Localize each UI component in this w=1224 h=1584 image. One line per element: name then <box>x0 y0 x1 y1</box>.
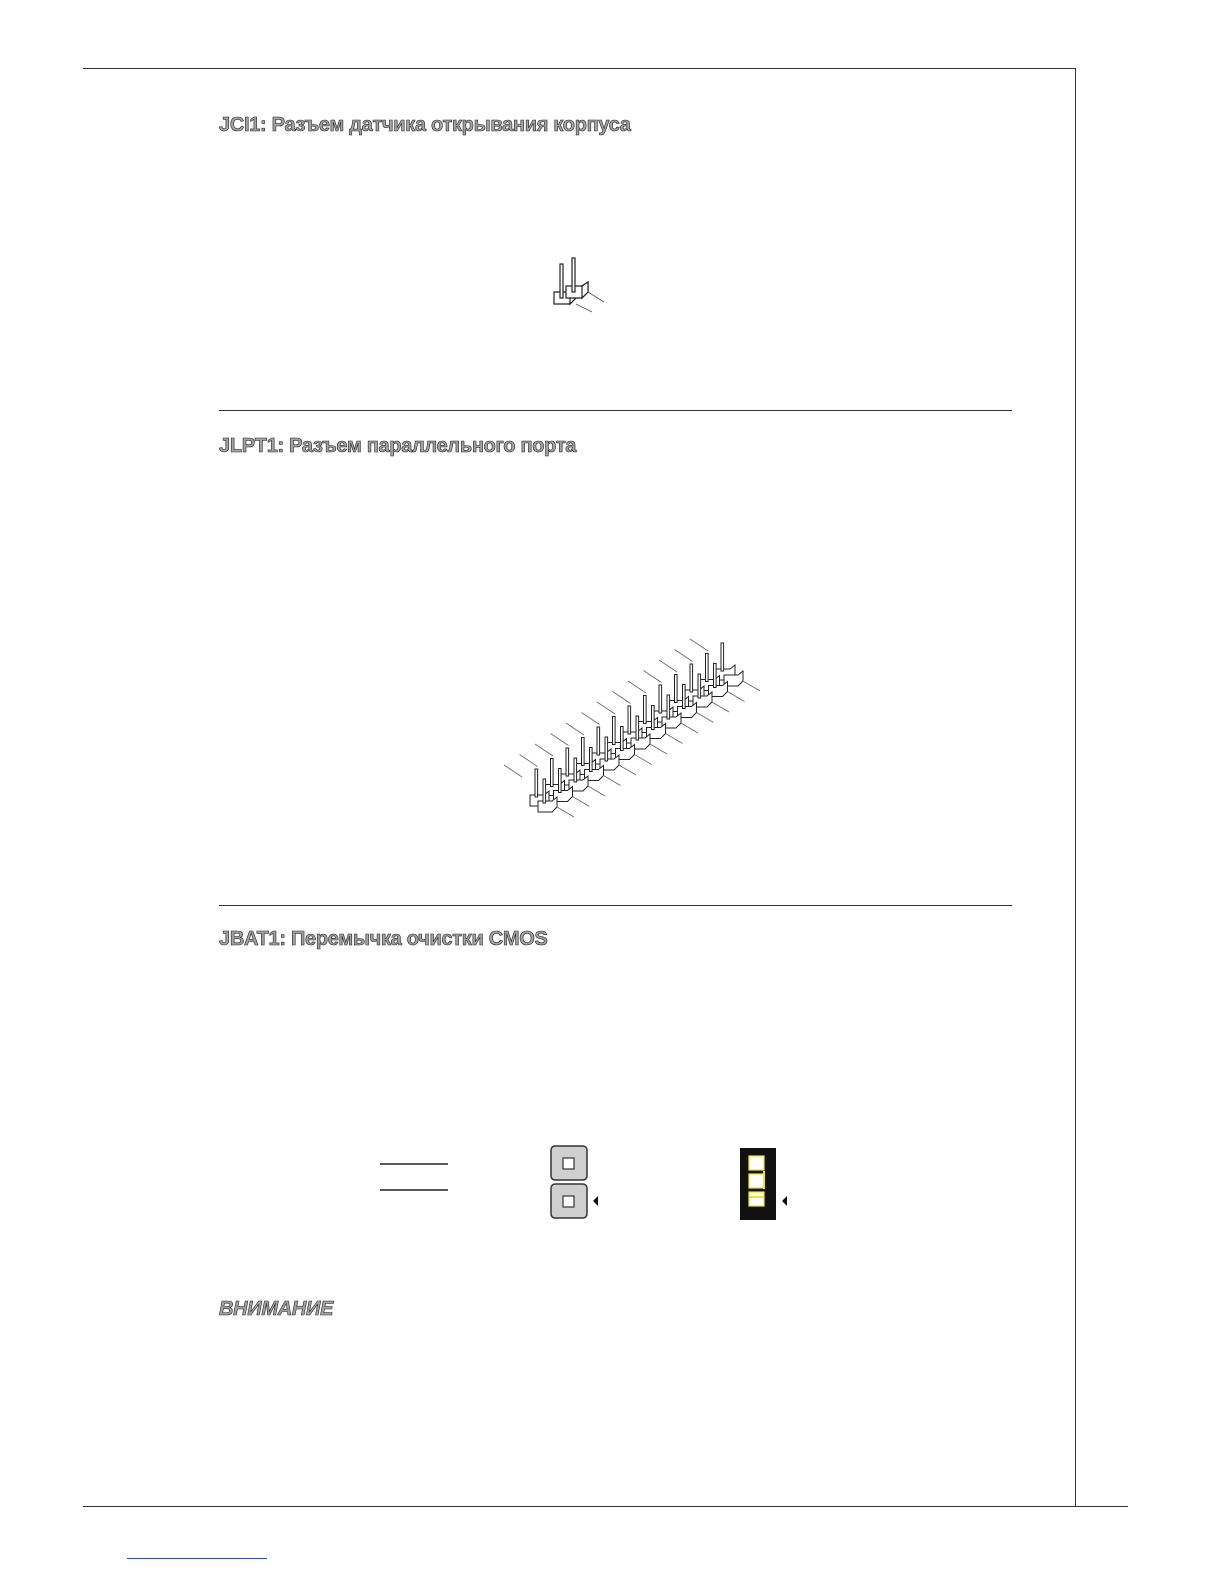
cmos-jumper-clear-icon <box>730 1140 800 1230</box>
section-divider <box>219 905 1012 906</box>
page-frame-top <box>83 68 1076 69</box>
jci1-title: JCI1: Разъем датчика открывания корпуса <box>219 114 631 136</box>
section-divider <box>219 410 1012 411</box>
page-frame-bottom <box>83 1506 1128 1507</box>
jlpt1-title: JLPT1: Разъем параллельного порта <box>219 435 577 457</box>
page-frame-right <box>1075 68 1076 1506</box>
cmos-jumper-open-icon <box>540 1140 610 1230</box>
footer-link-underline <box>127 1558 267 1559</box>
parallel-port-header-icon <box>490 655 790 845</box>
jbat1-label-lines <box>370 1150 470 1210</box>
warning-title: ВНИМАНИЕ <box>219 1298 334 1320</box>
two-pin-header-icon <box>540 250 620 320</box>
jbat1-title: JBAT1: Перемычка очистки CMOS <box>219 928 548 950</box>
